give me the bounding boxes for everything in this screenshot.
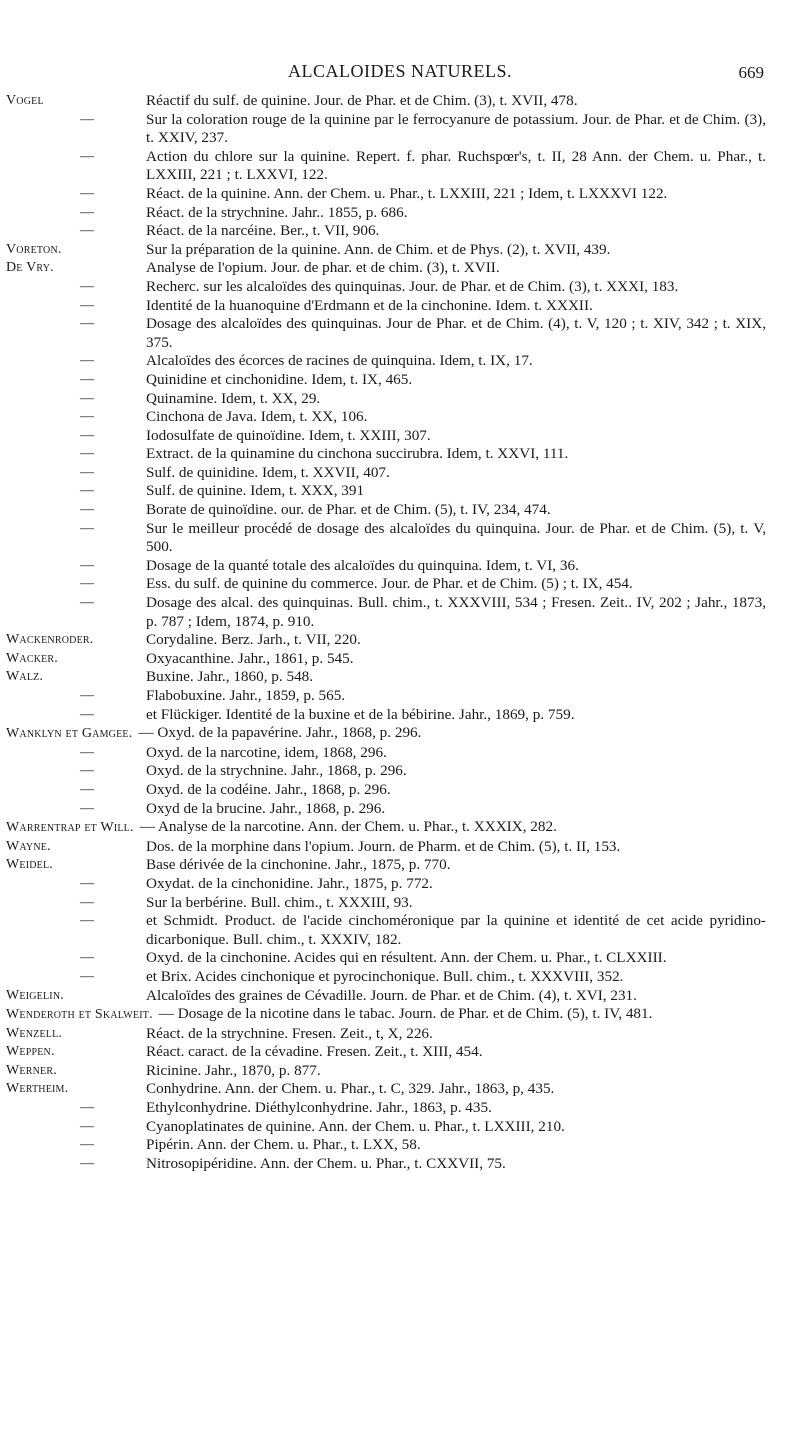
- entry-text: Sulf. de quinidine. Idem, t. XXVII, 407.: [146, 463, 390, 481]
- entry-author: —: [80, 502, 95, 518]
- entry-text: Oxyd. de la narcotine, idem, 1868, 296.: [146, 743, 387, 761]
- entry-text: Oxyd. de la codéine. Jahr., 1868, p. 296.: [146, 780, 391, 798]
- bibliography-entry: [0, 762, 800, 781]
- bibliography-entry: [0, 912, 800, 949]
- page-number: 669: [738, 63, 764, 82]
- entry-author: —: [80, 483, 95, 499]
- bibliography-entry: [0, 594, 800, 631]
- bibliography-entry: [0, 1080, 800, 1099]
- bibliography-entry: [0, 1099, 800, 1118]
- entry-text: Nitrosopipéridine. Ann. der Chem. u. Phar., t. CXXVII, 75.: [146, 1154, 506, 1172]
- entry-text: Sur la préparation de la quinine. Ann. de Chim. et de Phys. (2), t. XVII, 439.: [146, 240, 611, 258]
- entry-author: —: [80, 913, 95, 929]
- entry-author: Weidel.: [6, 857, 53, 873]
- bibliography-entry: [0, 427, 800, 446]
- entry-author: Wertheim.: [6, 1081, 69, 1097]
- bibliography-entry: [0, 1118, 800, 1137]
- entry-text: Ess. du sulf. de quinine du commerce. Jour. de Phar. et de Chim. (5) ; t. IX, 454.: [146, 575, 633, 593]
- entry-text: Réact. de la strychnine. Fresen. Zeit., t, X, 226.: [146, 1024, 433, 1042]
- entry-text: Réact. de la strychnine. Jahr.. 1855, p. 686.: [146, 203, 408, 221]
- bibliography-entry: [0, 1043, 800, 1062]
- entry-author: Walz.: [6, 669, 44, 685]
- bibliography-entry: [0, 241, 800, 260]
- entry-author: Wayne.: [6, 838, 51, 854]
- entry-author: —: [80, 968, 95, 984]
- bibliography-entry: [0, 278, 800, 297]
- bibliography-entry: [0, 800, 800, 819]
- entry-author: —: [80, 800, 95, 816]
- entry-author: Warrentrap et Will.: [6, 820, 134, 836]
- entry-text: Réact. de la quinine. Ann. der Chem. u. Phar., t. LXXIII, 221 ; Idem, t. LXXXVI 122.: [146, 184, 668, 202]
- bibliography-entry: [0, 482, 800, 501]
- entry-text: Analyse de l'opium. Jour. de phar. et de chim. (3), t. XVII.: [146, 259, 500, 277]
- entry-author: —: [80, 576, 95, 592]
- entry-text: Sur la coloration rouge de la quinine par le ferrocyanure de potassium. Jour. de Phar. et de Chim. (3), t. XXIV, 237.: [146, 110, 766, 147]
- entry-text: Quinidine et cinchonidine. Idem, t. IX, 465.: [146, 370, 413, 388]
- entry-author: Wenderoth et Skalweit.: [6, 1007, 153, 1023]
- entry-text: Identité de la huanoquine d'Erdmann et de la cinchonine. Idem. t. XXXII.: [146, 296, 593, 314]
- entry-author: —: [80, 390, 95, 406]
- entry-author: Wenzell.: [6, 1025, 63, 1041]
- bibliography-entry: [0, 650, 800, 669]
- entry-author: Vogel: [6, 93, 44, 108]
- entry-text: Réact. caract. de la cévadine. Fresen. Zeit., t. XIII, 454.: [146, 1043, 483, 1061]
- entry-text: et Flückiger. Identité de la buxine et de la bébirine. Jahr., 1869, p. 759.: [146, 705, 575, 723]
- bibliography-entry: [0, 631, 800, 650]
- entry-author: —: [80, 185, 95, 201]
- bibliography-entry: [0, 92, 800, 111]
- entry-text: Sur le meilleur procédé de dosage des alcaloïdes du quinquina. Jour. de Phar. et de Chim. (5), t. V, 500.: [146, 519, 766, 556]
- entry-author: —: [80, 781, 95, 797]
- entry-author: —: [80, 297, 95, 313]
- bibliography-entry: [0, 1062, 800, 1081]
- entry-author: Weppen.: [6, 1044, 55, 1060]
- bibliography-entry: [0, 668, 800, 687]
- bibliography-entry: [0, 390, 800, 409]
- entry-author: —: [80, 427, 95, 443]
- entry-text: Dosage de la quanté totale des alcaloïdes du quinquina. Idem, t. VI, 36.: [146, 556, 579, 574]
- entry-text: Alcaloïdes des graines de Cévadille. Journ. de Phar. et de Chim. (4), t. XVI, 231.: [146, 986, 637, 1004]
- entry-text: Ricinine. Jahr., 1870, p. 877.: [146, 1061, 321, 1079]
- bibliography-entry: [0, 949, 800, 968]
- entry-text: Borate de quinoïdine. our. de Phar. et de Chim. (5), t. IV, 234, 474.: [146, 501, 551, 519]
- bibliography-entry: [0, 222, 800, 241]
- entry-author: —: [80, 706, 95, 722]
- entry-text: Oxydat. de la cinchonidine. Jahr., 1875, p. 772.: [146, 874, 433, 892]
- page-title: ALCALOIDES NATURELS.: [288, 61, 512, 81]
- entry-text: Extract. de la quinamine du cinchona succirubra. Idem, t. XXVI, 111.: [146, 445, 569, 463]
- bibliography-entry: [0, 744, 800, 763]
- bibliography-entry: [0, 445, 800, 464]
- entry-text: Dosage des alcaloïdes des quinquinas. Jour de Phar. et de Chim. (4), t. V, 120 ; t. XIV, 342 ; t. XIX, 375.: [146, 315, 766, 351]
- bibliography-entry: [0, 371, 800, 390]
- entry-text: Base dérivée de la cinchonine. Jahr., 1875, p. 770.: [146, 856, 451, 874]
- entry-text: Ethylconhydrine. Diéthylconhydrine. Jahr., 1863, p. 435.: [146, 1099, 492, 1117]
- entry-text: Sur la berbérine. Bull. chim., t. XXXIII, 93.: [146, 893, 413, 911]
- entry-text: Iodosulfate de quinoïdine. Idem, t. XXIII, 307.: [146, 426, 431, 444]
- entry-author: Wackenroder.: [6, 632, 94, 648]
- entry-author: Weigelin.: [6, 987, 64, 1003]
- bibliography-entry: [0, 781, 800, 800]
- entry-author: —: [80, 763, 95, 779]
- entry-author: —: [80, 446, 95, 462]
- entry-text: Réact. de la narcéine. Ber., t. VII, 906.: [146, 222, 380, 240]
- bibliography-entry: [0, 1136, 800, 1155]
- entry-text: Dos. de la morphine dans l'opium. Journ. de Pharm. et de Chim. (5), t. II, 153.: [146, 837, 621, 855]
- entry-author: —: [80, 1100, 95, 1116]
- entry-text: Corydaline. Berz. Jarh., t. VII, 220.: [146, 631, 361, 649]
- entry-author: —: [80, 353, 95, 369]
- entry-author: —: [80, 278, 95, 294]
- bibliography-entry: [0, 687, 800, 706]
- entry-author: —: [80, 111, 95, 127]
- entry-author: —: [80, 950, 95, 966]
- entry-author: —: [80, 464, 95, 480]
- entry-author: Voreton.: [6, 241, 62, 257]
- bibliography-entry: [0, 204, 800, 223]
- entry-author: Wacker.: [6, 650, 59, 666]
- bibliography-entry: [0, 987, 800, 1006]
- entry-author: —: [80, 204, 95, 220]
- entry-author: —: [80, 894, 95, 910]
- bibliography-entry: [0, 111, 800, 148]
- bibliography-entry: [0, 464, 800, 483]
- entry-text: Quinamine. Idem, t. XX, 29.: [146, 389, 321, 407]
- entry-text: Réactif du sulf. de quinine. Jour. de Phar. et de Chim. (3), t. XVII, 478.: [146, 92, 578, 109]
- entry-text: — Oxyd. de la papavérine. Jahr., 1868, p. 296.: [138, 724, 422, 742]
- bibliography-entry: [0, 1005, 800, 1025]
- entry-text: Alcaloïdes des écorces de racines de quinquina. Idem, t. IX, 17.: [146, 352, 533, 370]
- entry-author: —: [80, 223, 95, 239]
- entry-text: Conhydrine. Ann. der Chem. u. Phar., t. C, 329. Jahr., 1863, p, 435.: [146, 1080, 555, 1098]
- entry-author: —: [80, 316, 95, 332]
- entry-author: Wanklyn et Gamgee.: [6, 726, 133, 742]
- bibliography-entry: [0, 875, 800, 894]
- bibliography-entry: [0, 856, 800, 875]
- entry-text: Oxyd. de la strychnine. Jahr., 1868, p. 296.: [146, 762, 407, 780]
- entry-text: Cyanoplatinates de quinine. Ann. der Chem. u. Phar., t. LXXIII, 210.: [146, 1117, 565, 1135]
- bibliography-entry: [0, 352, 800, 371]
- bibliography-entry: [0, 968, 800, 987]
- entry-text: et Brix. Acides cinchonique et pyrocinchonique. Bull. chim., t. XXXVIII, 352.: [146, 967, 624, 985]
- entry-author: —: [80, 875, 95, 891]
- bibliography-entry: [0, 575, 800, 594]
- entry-author: —: [80, 557, 95, 573]
- entry-text: Cinchona de Java. Idem, t. XX, 106.: [146, 408, 368, 426]
- bibliography-entry: [0, 838, 800, 857]
- bibliography-entry: [0, 818, 800, 838]
- entry-text: Sulf. de quinine. Idem, t. XXX, 391: [146, 482, 365, 500]
- bibliography-entry: [0, 894, 800, 913]
- bibliography-list: [0, 92, 800, 1173]
- entry-text: Recherc. sur les alcaloïdes des quinquinas. Jour. de Phar. et de Chim. (3), t. XXXI, 183.: [146, 277, 679, 295]
- bibliography-entry: [0, 557, 800, 576]
- entry-text: — Analyse de la narcotine. Ann. der Chem. u. Phar., t. XXXIX, 282.: [139, 818, 557, 836]
- bibliography-entry: [0, 706, 800, 725]
- bibliography-entry: [0, 315, 800, 352]
- entry-text: Pipérin. Ann. der Chem. u. Phar., t. LXX, 58.: [146, 1136, 421, 1154]
- entry-author: De Vry.: [6, 260, 54, 276]
- page-header: [0, 58, 800, 88]
- entry-author: —: [80, 409, 95, 425]
- entry-text: Flabobuxine. Jahr., 1859, p. 565.: [146, 687, 346, 704]
- entry-text: Action du chlore sur la quinine. Repert. f. phar. Ruchspœr's, t. II, 28 Ann. der Chem. u. Phar., t. LXXIII, 221 ; t. LXXVI, 122.: [146, 147, 766, 184]
- entry-author: —: [80, 148, 95, 164]
- entry-author: —: [80, 520, 95, 536]
- bibliography-entry: [0, 724, 800, 744]
- entry-author: —: [80, 1155, 95, 1171]
- entry-text: Oxyd. de la cinchonine. Acides qui en résultent. Ann. der Chem. u. Phar., t. CLXXIII.: [146, 949, 667, 967]
- bibliography-entry: [0, 148, 800, 185]
- bibliography-entry: [0, 185, 800, 204]
- entry-text: Oxyd de la brucine. Jahr., 1868, p. 296.: [146, 799, 386, 817]
- bibliography-entry: [0, 501, 800, 520]
- entry-author: —: [80, 371, 95, 387]
- entry-text: et Schmidt. Product. de l'acide cinchoméronique par la quinine et identité de cet acide pyridino-dicarbonique. Bull. chim., t. XXXIV, 182.: [146, 912, 766, 948]
- bibliography-entry: [0, 1025, 800, 1044]
- entry-author: —: [80, 595, 95, 611]
- bibliography-entry: [0, 520, 800, 557]
- entry-text: Dosage des alcal. des quinquinas. Bull. chim., t. XXXVIII, 534 ; Fresen. Zeit.. IV, 202 ; Jahr., 1873, p. 787 ; Idem, 1874, p. 910.: [146, 594, 766, 630]
- bibliography-entry: [0, 297, 800, 316]
- entry-text: — Dosage de la nicotine dans le tabac. Journ. de Phar. et de Chim. (5), t. IV, 481.: [158, 1005, 653, 1023]
- entry-text: Buxine. Jahr., 1860, p. 548.: [146, 668, 314, 686]
- bibliography-entry: [0, 259, 800, 278]
- bibliography-entry: [0, 1155, 800, 1174]
- entry-author: Werner.: [6, 1062, 57, 1078]
- entry-author: —: [80, 1137, 95, 1153]
- bibliography-entry: [0, 408, 800, 427]
- entry-text: Oxyacanthine. Jahr., 1861, p. 545.: [146, 649, 354, 667]
- entry-author: —: [80, 744, 95, 760]
- entry-author: —: [80, 688, 95, 703]
- entry-author: —: [80, 1118, 95, 1134]
